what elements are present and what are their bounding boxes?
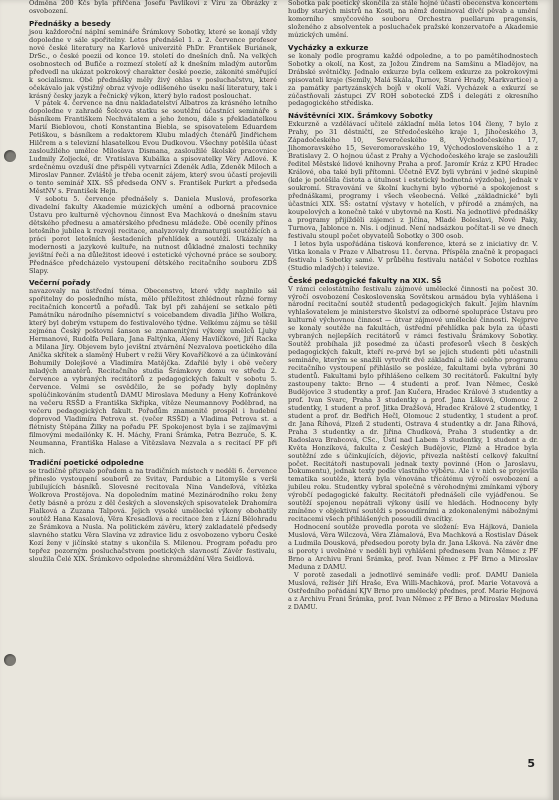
section-heading: České pedagogické fakulty na XIX. SŠ [288, 275, 442, 285]
paragraph: Hodnocení soutěže provedla porota ve složení: Eva Hájková, Daniela Muslová, Věra Wilczová, Věra Zlámalová, Eva Machková a Rostislav Ďásek a Ludmila Dousková, předsedou poroty byla dr. Jana Lšková. Na závěr dne si poroty i uvolněné v neděli byli vyhlášeni přednesem Ivan Němec z PF Brno a Archivu Frani Šrámka, prof. Ivan Němec z PF Brno a Miroslav Meduna z DAMU. [288, 523, 538, 571]
section-heading: Návštěvníci XIX. Šrámkovy Sobotky [288, 111, 433, 121]
page-edge [553, 0, 559, 800]
section-heading: Přednášky a besedy [29, 18, 111, 28]
binding-hole [4, 654, 16, 666]
page-number: 5 [527, 757, 535, 770]
paragraph: V sobotu 5. července přednášely s. Daniela Muslová, profesorka divadelní fakulty Akademie múzických umění a odborná pracovnice Ústavu pro kulturně výchovnou činnost Eva Machková o dnešním stavu dětského přednesu a amatérského přednesu mládeže. Obě oceníly přínos letošního jubilea k rozvoji recitace, analyzovaly dramaturgii soutěžících a práci porot letošních šestadeních přehlídek a soutěží. Ukázaly na modernosti a jazykové kultuře, na nutnost důkladné znalosti techniky jevištní řeči a na důležitost ideové i estetické výchovné práce se soubory. Přednášce předcházelo vystoupení dětského recitačního souboru ZDŠ Slapy. [29, 194, 277, 275]
paragraph: V pátek 4. července na dnu nakladatelství Albatros za krásného letního dopoledne v zahradě Šolcova statku se soutěžní účastníci semináře s básníkem Františkem Nechvátalem a jeho ženou, dále s překladatelkou Marií Bieblovou, chotí Konstantina Biebla, se spisovatelem Eduardem Petiškou, s básníkem a redaktorem Klubu mladých čtenářů Jindřichem Hilčrem a s televizní hlasatelkou Evou Dudkovou. Všechny potěšila účast zasloužilého umělce Miloslava Dismana, zasloužilé školské pracovnice Ludmily Zoljecké, dr. Vratislava Kubálka a spisovatelky Věry Adlové. K srdečnému ovzduší dne přispěli vytvarníci Zdeněk Adla, Zdeněk Miloch a Miroslav Panner. Zvláště je třeba ocenit zájem, který svou účastí projevili o tento seminář XIX. SŠ předseda ONV s. František Purkrt a předseda MěstNV s. František Hejn. [29, 99, 277, 195]
right-column [288, 0, 538, 612]
paragraph: V rámci celostátního festivalu zájmové umělecké činnosti na počest 30. výročí osvobození Československa Sovětskou armádou byla vyhlášena i národní recitační soutěž studentů pedagogických fakult. Jejím hlavním vyhlašovatelem je ministerstvo školství za odborné spolupráce Ústavu pro kulturně výchovnou činnost — útvar zájmové umělecké činnosti. Nejprve se konaly soutěže na fakultách, ústřední přehlídka pak byla za účasti vybraných nejlepších recitátorů v rámci festivalu Šrámkovy Sobotky. Soutěž probíhala již posedmé za účasti profesorů všech 8 českých pedagogických fakult, kteří re-prvé byl se jejich studenti pěti učastnili semináře, kterým se snažili vytvořit dvě základní a lidé celého programu recitačního vystoupení přihlásilo se posléze, fakultami byla vybráni 30 studentů. Fakultami bylo přihlášeno celkem 30 recitátorů. Fakultní byly zastoupeny takto: Brno — 4 studenti a prof. Ivan Němec, České Budějovice 3 studentky a prof. Jan Kučera, Hradec Králové 3 studentky a prof. Ivan Svarc, Praha 3 studentky a prof. Jana Lšková, Olomouc 2 studentky, 1 student a prof. Jitka Dražšová, Hradec Králové 2 studentky, 1 student a prof. dr. Bedřich Hečl, Olomouc 2 studentky, 1 student a prof. dr. Jana Říhová, Plzeň 2 studenti, Ostrava 4 studentky a dr. Jana Říhová, Praha 3 studentky a dr. Jiřina Chudková, Praha 3 studentky a dr. Radoslava Brabcová, CSc., Ústí nad Labem 3 studentky, 1 student a dr. Květa Honzíková, fakulta z Českých Budějovic, Plzně a Hradce byla soutěžní zde s účinkujících, dějovic, přivezla naštěstí celkový fakultní počet. Recitátoři nastupovali jednak texty povinné (Hon o Jaroslavu, Dokumentu), jednak texty podle vlastního výběru. Ale i v nich se projevila tematika soutěže, která byla věnována třicátému výročí osvobození a jubileu roku. Studentky vybral společně s věrohodnými zmínkami výbory výrobčí pedagogické fakulty. Recitátoři přednášeli cíle vyjádřenou. Se soutěží spojenou nepátrali výkony úsilí ve hledách. Hodnoceny byly zmíněno v objektivní soutěži s posoudírními a zdokonalenými nábožnými recitacemi všech přihlášených posoudili dvacítky. [288, 284, 538, 524]
section-heading: Večerní pořady [29, 278, 91, 288]
binding-hole [4, 150, 16, 162]
section-heading: Tradiční poetické odpoledne [29, 458, 144, 468]
paragraph: se tradičně přizvalo pořadem a na tradičních místech v neděli 6. července přineslo vystoupení souborů ze Svitav, Pardubic a Litomyšle s verši jubilujících básníků. Slovesné recitovala Nina Vandeľová, vítězka Wolkrova Prostějova. Na dopoledním matiné Mezinárodního roku ženy četly básně a prózu z děl českých a slovenských spisovatelek Drahomíra Fialková a Zuzana Talpová. Jejich vysoké umělecké výkony obohatily soutěž Hana Kasalová, Věra Kresadlová a recitace žen z Lázní Bělohradu ze Šrámkova a Nusla. Na politickém závěru, který zakladatelé předsedy slavného statku Věra Slavína vz zdravice lidu z osvobozeno vyboru České Kozí ženy v jičínské statny s ukončila S. Milenou. Program pořadu pro tepřez pozorným posluchačstvem poetických slavností Závěr festivalu, sloužila Čelé XIX. Šrámkovo odpoledne shromáždění Věra Seidlová. [29, 467, 277, 563]
paragraph: se konaly podle programu každé odpoledne, a to po pamětihodnostech Sobotky a okolí, na Kost, za Jožou Zindrem na Samšinu a Mladějov, na Drábské světničky. Jednalo exkurze byla celkem exkurze za pokrokovými spisovateli kraje (Semily, Malá Skála, Turnov, Staré Hrady, Markvartice) a za památky partyzánských bojů v okolí Važí. Vycházek a exkurzí se zúčastňovali zástupci ZV ROH sobotecké ZDŠ i delegáti z okresního pedagogického střediska. [288, 51, 538, 108]
left-column [29, 0, 277, 564]
section-heading: Vycházky a exkurze [288, 42, 369, 52]
intro-text: Sobotka pak poetický skončila za stále hojné účasti obecenstva koncertem hudby starých mistrů na Kosti, na němž dominoval dívčí pěvab a umění komorního smyčcového souboru Orchestra puellarum pragensis, složeného z absolventek a posluchaček pražské konzervatoře a Akademie múzických umění. [288, 0, 538, 39]
intro-text: Odměna 200 Kčs byla přiřčena Josefu Pavlíkovi z Víru za Obrázky z osvobození. [29, 0, 277, 15]
paragraph: I letos byla uspořádána tisková konference, která se z iniciativy dr. V. Vitka konala v Praze v Albatrosu 11. června. Příspěla značně k propagaci festivalu i Sobotky samé. V průběhu festivalu natáčel v Sobotce rozhlas (Studio mladých) i televize. [288, 239, 538, 272]
paragraph: Exkurzně a vzdělávací učitelé základní měla letos 104 členy, 7 bylo z Prahy, po 31 děstničtí, ze Středočeského kraje 1, Jihočeského 3, Západočeského 10, Severočeského 8, Východočeského 17, Jihomoravského 15, Severomoravského 19, Východoslovenského 1 a z Bratislavy 2. O hojnou účast z Prahy a Východočeského kraje se zasloužili ředitel Městské lidové knihovny Praha a prof. Jaromír Kráz z KPÚ Hradec Králové, oba také byli přítomni. Účetně EVZ byli vybráni v jedné skupině (kde je potěšila čistota a útulnost i estetický hodnotná výzdoba), jednak v soukromí. Stravování ve školní kuchyni bylo výborné a spokojenost s přednáškami, programy i všech všeobecná. Velké „základnické“ byli účastníci XIX. SŠ: ostatní výstavy v hotelích, v přírodě a známých, na koupelových a konečně také v ubytovně na Kosti. Na jednotlivé přednášky a programy přijížděli zájemci z Jičína, Mladé Boleslavi, Nové Paky, Turnova, Jablonce n. Nis. i odjinud. Není nadsázkou počítat-li se ve dnech festivalu stoupl počet obyvatelů Sobotky o 300 osob. [288, 120, 538, 240]
paragraph: navazovaly na ústřední téma. Obecenstvo, které vždy naplnilo sál spořitelny do posledního místa, mělo příležitost zhlédnout různé formy recitačních koncertů a pořadů. Tak byl při zahájení se setkalo pěti Památníku národního písemnictví s voicebandem divadla Jiřího Wolkra, který byl dobrým vstupem do festivalového týdne. Velkému zájmu se těšil zejména Český poštovní šanson se znamenitými výkony umělců Ljuby Hermanové, Rudolfa Pellara, Jana Faltýnka, Aleny Havlíčkové, Jiří Racka a Milana Jíry. Objevem bylo jevištní ztvárnění Nezvalova poetického díla Anička skřítek a slaměný Hubert v režii Věry Kovaříčkové a za účinkování Bohumily Dolejšové a Vladimíra Matějčka. Zdařilé byly i obě večery mladých amatérů. Recitačního studia Šrámkovy domu ve středu 2. července a vybraných recitátorů z pedagogických fakult v sobotu 5. července. Velmi se osvědčilo, že se pořady byly doplněny spolúčinkováním studentů DAMU Miroslava Meduny a Heny Kofránkové na večeru RSŠD a Františka Skřipka, vítěze Neumannovy Poděbrad, na večeru pedagogických fakult. Pořadům znamenitě prospěl i hudební doprovod Vladimíra Petrova st. (večer RSŠD) a Vladima Petrova st. a flétnisty Štěpána Žilky na pořadu PF. Spokojenost byla i se zajímavými filmovými medailónky K. H. Máchy, Frani Šrámka, Petra Bezruče, S. K. Neumanna, Františka Halase a Vítězslava Nezvala a s recitací PF při nich. [29, 287, 277, 455]
paragraph: jsou každoroční náplní semináře Šrámkovy Sobotky, které se konají vždy dopoledne v sále spořitelny. Letos přednášel 1. a 2. července profesor nové české literatury na Karlově univerzitě PhDr. František Buriánek, DrSc., o české poezii od konce 19. století do dnešních dnů. Na velkých osobnostech od Bufiče a rozmezí století až k dnešním mladým autorům předvedl na ukázat pokrokový charakter české poezie, zákonité směřující k socialismu. Obě přednášky měly živý ohlas v posluchačstvu, které očekávalo jak výstižný obraz vývoje odlišeného úseku naší literatury, tak i krásný česky jazyk a řečnický výkon, který bylo radost poslouchat. [29, 27, 277, 100]
paragraph: V porotě zasedali a jednotlivé semináře vedli: prof. DAMU Daniela Muslová, režisér Jiří Hraše, Eva Willi-Machková, prof. Marie Votavová a Ostředního pořádání KJV Brno pro umělecký přednes, prof. Marie Hejnová a z Archivu Frani Šrámka, prof. Ivan Němec z PF Brno a Miroslav Meduna z DAMU. [288, 570, 538, 611]
